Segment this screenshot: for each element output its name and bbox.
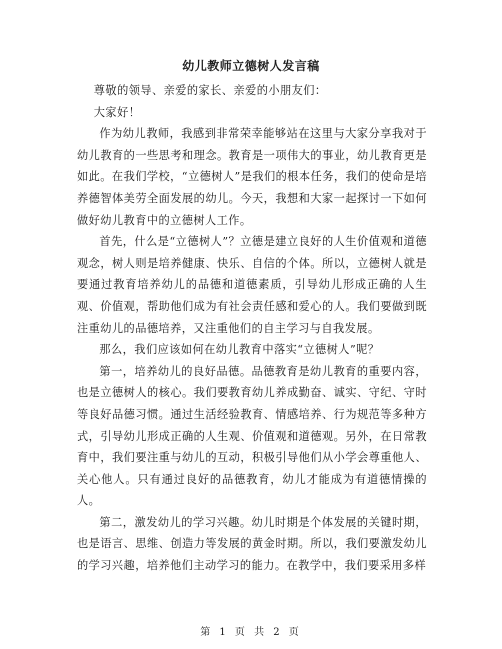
salutation: 尊敬的领导、亲爱的家长、亲爱的小朋友们： xyxy=(93,84,327,97)
paragraph-question: 那么，我们应该如何在幼儿教育中落实“立德树人”呢？ xyxy=(99,343,380,357)
document-body xyxy=(77,80,427,577)
greeting: 大家好！ xyxy=(93,105,141,119)
paragraph-definition: 首先，什么是“立德树人”？立德是建立良好的人生价值观和道德观念，树人则是培养健康、快乐、自信的个体。所以，立德树人就是要通过教育培养幼儿的品德和道德素质，引导幼儿形成正确的人生观、价值观，帮助他们成为有社会责任感和爱心的人。我们要做到既注重幼儿的品德培养，又注重他们的自主学习与自我发展。 xyxy=(77,235,427,335)
paragraph-intro: 作为幼儿教师，我感到非常荣幸能够站在这里与大家分享我对于幼儿教育的一些思考和理念。教育是一项伟大的事业，幼儿教育更是如此。在我们学校，“立德树人”是我们的根本任务，我们的使命是培养德智体美劳全面发展的幼儿。今天，我想和大家一起探讨一下如何做好幼儿教育中的立德树人工作。 xyxy=(77,127,427,227)
paragraph-second-point: 第二，激发幼儿的学习兴趣。幼儿时期是个体发展的关键时期，也是语言、思维、创造力等发展的黄金时期。所以，我们要激发幼儿的学习兴趣，培养他们主动学习的能力。在教学中，我们要采用多样 xyxy=(77,515,427,573)
paragraph-first-point: 第一，培养幼儿的良好品德。品德教育是幼儿教育的重要内容，也是立德树人的核心。我们要教育幼儿养成勤奋、诚实、守纪、守时等良好品德习惯。通过生活经验教育、情感培养、行为规范等多种方式，引导幼儿形成正确的人生观、价值观和道德观。另外，在日常教育中，我们要注重与幼儿的互动，积极引导他们从小学会尊重他人、关心他人。只有通过良好的品德教育，幼儿才能成为有道德情操的人。 xyxy=(77,364,427,508)
page-number-footer: 第 1 页 共 2 页 xyxy=(200,627,302,638)
document-title: 幼儿教师立德树人发言稿 xyxy=(182,59,320,73)
